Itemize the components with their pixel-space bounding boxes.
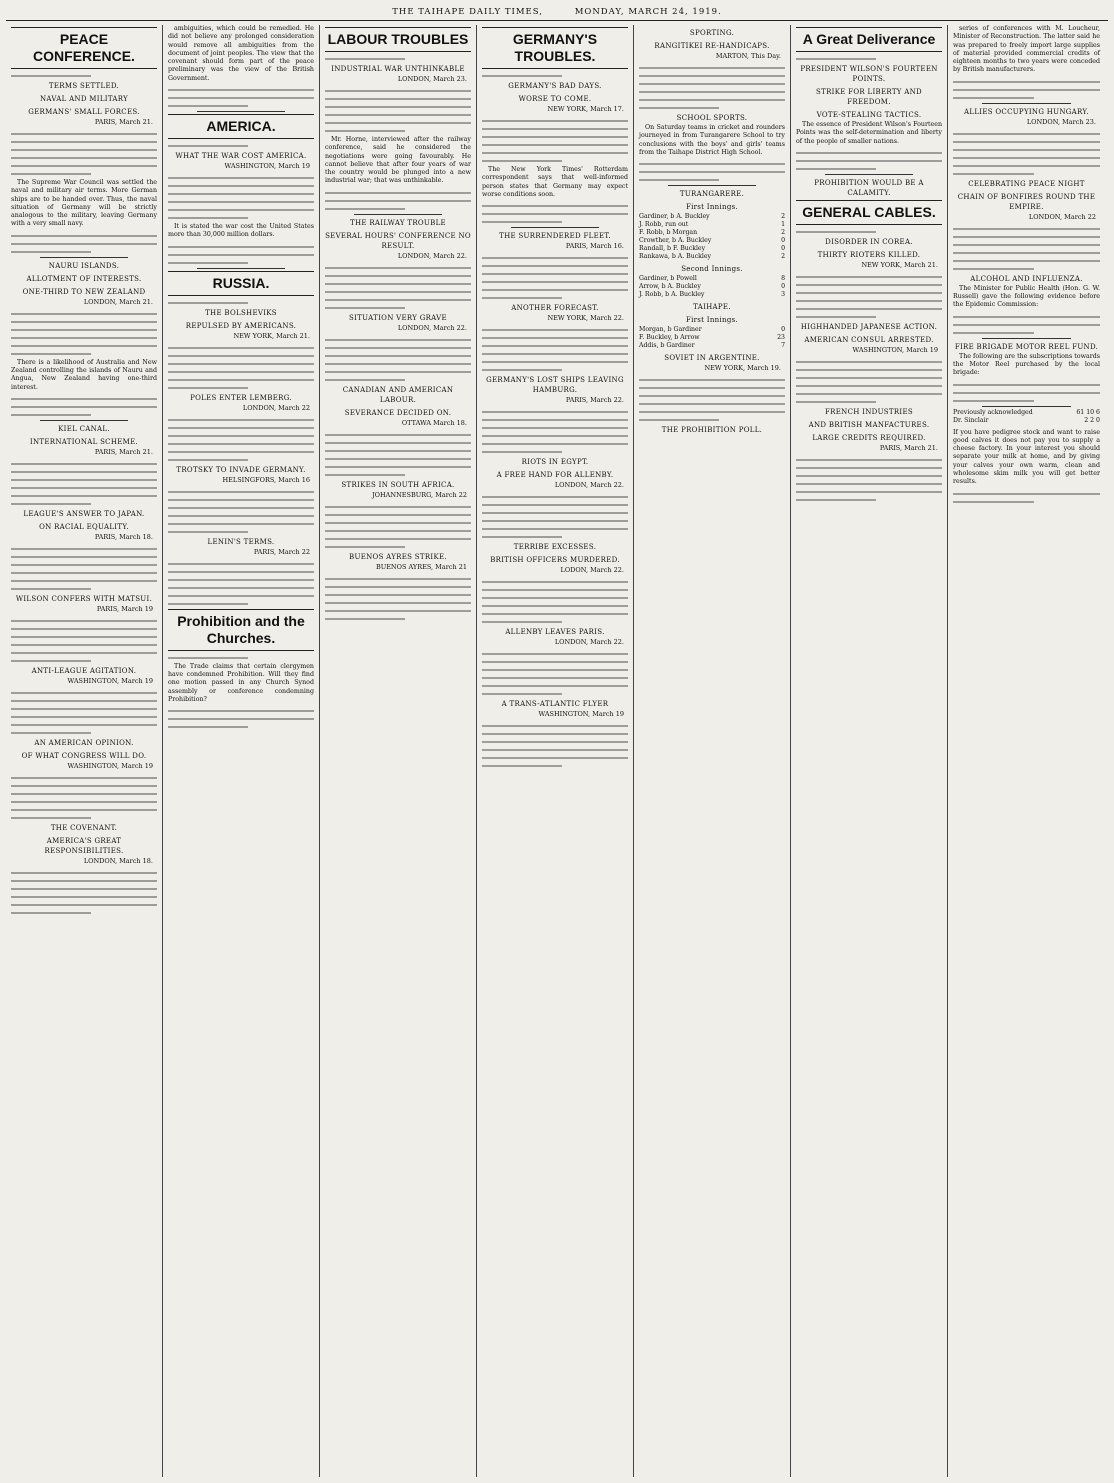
article-dateline: NEW YORK, March 21. (233, 331, 310, 340)
article-dateline: PARIS, March 18. (94, 532, 153, 541)
section-divider (668, 185, 756, 186)
article-subheadline: RIOTS IN EGYPT. (521, 458, 589, 467)
article-subheadline: AMERICA'S GREAT RESPONSIBILITIES. (44, 836, 124, 855)
score-row (639, 342, 785, 350)
article-dateline: LONDON, March 22 (242, 403, 310, 412)
article-headline: Prohibition and the Churches. (168, 609, 314, 651)
article-dateline: PARIS, March 21. (94, 118, 153, 126)
article-subheadline: WORSE TO COME. (518, 95, 592, 103)
score-row (639, 275, 785, 283)
article-subheadline: ALCOHOL AND INFLUENZA. (970, 274, 1083, 283)
article-headline: LABOUR TROUBLES (325, 27, 471, 52)
article-subheadline: FIRE BRIGADE MOTOR REEL FUND. (954, 342, 1099, 351)
article-subheadline: NAURU ISLANDS. (48, 261, 120, 270)
article-subheadline: WILSON CONFERS WITH MATSUI. (15, 594, 153, 603)
article-subheadline: SITUATION VERY GRAVE (349, 313, 447, 322)
illegible-text-placeholder (953, 228, 1100, 270)
article-dateline: NEW YORK, March 21. (861, 260, 938, 269)
score-value: 61 10 6 (1076, 408, 1100, 416)
article-subheadline: THE PROHIBITION POLL. (661, 426, 763, 435)
column-3 (320, 25, 477, 1477)
article-subheadline: DISORDER IN COREA. (825, 237, 913, 246)
illegible-text-placeholder (168, 491, 314, 533)
illegible-text-placeholder (796, 276, 942, 318)
score-value: 0 (781, 326, 785, 334)
article-headline: AMERICA. (168, 114, 314, 139)
article-subheadline: TURANGARERE. (679, 190, 745, 199)
paper-name: THE TAIHAPE DAILY TIMES, (392, 7, 543, 17)
issue-date: MONDAY, MARCH 24, 1919. (574, 7, 722, 17)
article-subheadline: THE SURRENDERED FLEET. (499, 232, 611, 241)
article-body: The Minister for Public Health (Hon. G. W. Russell) gave the following evidence before the Epidemic Commission: (953, 284, 1100, 309)
illegible-text-placeholder (482, 653, 628, 695)
article-subheadline: SOVIET IN ARGENTINE. (664, 354, 760, 363)
article-body: Mr. Horne, interviewed after the railway conference, said he considered the negotiations were going favourably. He cannot believe that after four years of war the country would be plunged into a new industrial war; that was unthinkable. (325, 136, 471, 185)
article-subheadline: ALLENBY LEAVES PARIS. (505, 628, 605, 637)
score-row (953, 417, 1100, 425)
article-dateline: NEW YORK, March 17. (547, 105, 624, 113)
article-columns (6, 25, 1108, 1477)
article-subheadline: TROTSKY TO INVADE GERMANY. (176, 465, 306, 474)
score-value: 1 (781, 221, 785, 229)
section-divider (511, 227, 599, 228)
article-dateline: LONDON, March 22. (397, 251, 467, 260)
score-value: 2 (781, 229, 785, 237)
article-subheadline: First Innings. (685, 316, 739, 325)
illegible-text-placeholder (11, 313, 157, 355)
illegible-text-placeholder (325, 267, 471, 309)
illegible-text-placeholder (482, 581, 628, 623)
article-dateline: PARIS, March 22. (565, 396, 624, 405)
article-dateline: LONDON, March 18. (83, 856, 153, 865)
illegible-text-placeholder (325, 58, 471, 60)
article-headline: A Great Deliverance (796, 27, 942, 52)
score-value: 0 (781, 245, 785, 253)
article-subheadline: STRIKE FOR LIBERTY AND FREEDOM. (816, 88, 922, 106)
column-2 (163, 25, 320, 1477)
article-dateline: LONDON, March 21. (83, 297, 153, 306)
article-subheadline: TERRIBE EXCESSES. (513, 543, 597, 552)
section-divider (982, 338, 1070, 339)
score-value: 0 (781, 283, 785, 291)
article-body: ambiguities, which could be remedied. He did not believe any prolonged consideration would remove all ambiguities from the document of joint peoples. The view that the covenant should form part of the peace preliminary was the view of the British Government. (168, 25, 314, 82)
article-subheadline: TERMS SETTLED. (48, 82, 120, 90)
illegible-text-placeholder (796, 361, 942, 403)
article-dateline: WASHINGTON, March 19 (538, 710, 624, 719)
illegible-text-placeholder (168, 89, 314, 107)
article-subheadline: FRENCH INDUSTRIES (825, 407, 913, 416)
article-dateline: JOHANNESBURG, March 22 (372, 490, 467, 499)
illegible-text-placeholder (639, 379, 785, 421)
article-dateline: LONDON, March 22. (397, 323, 467, 332)
article-subheadline: THE COVENANT. (50, 823, 118, 832)
score-name: J. Robb, b A. Buckley (639, 291, 705, 299)
illegible-text-placeholder (168, 246, 314, 264)
article-subheadline: Second Innings. (681, 265, 743, 274)
article-headline: GERMANY'S TROUBLES. (482, 27, 628, 69)
illegible-text-placeholder (11, 548, 157, 590)
illegible-text-placeholder (796, 231, 942, 233)
article-body: It is stated the war cost the United States more than 30,000 million dollars. (168, 223, 314, 239)
article-dateline: NEW YORK, March 19. (704, 364, 781, 373)
article-body: On Saturday teams in cricket and rounders journeyed in from Turangarere School to try conclusions with the boys' and girls' teams from the Taihape District High School. (639, 124, 785, 156)
score-row (639, 326, 785, 334)
article-subheadline: SCHOOL SPORTS. (676, 114, 748, 122)
article-headline: GENERAL CABLES. (796, 200, 942, 225)
article-subheadline: LARGE CREDITS REQUIRED. (812, 433, 926, 442)
article-subheadline: A TRANS-ATLANTIC FLYER (501, 700, 609, 709)
article-dateline: LONDON, March 23. (397, 75, 467, 83)
score-name: Gardiner, b A. Buckley (639, 213, 710, 221)
score-row (639, 283, 785, 291)
article-dateline: OTTAWA March 18. (401, 418, 467, 427)
article-subheadline: AND BRITISH MANFACTURES. (808, 420, 930, 429)
article-subheadline: INTERNATIONAL SCHEME. (29, 437, 139, 446)
illegible-text-placeholder (11, 235, 157, 253)
illegible-text-placeholder (796, 152, 942, 170)
score-name: Arrow, b A. Buckley (639, 283, 701, 291)
article-body: The New York Times' Rotterdam correspondent says that well-informed person states that Germany may expect worse conditions soon. (482, 166, 628, 198)
illegible-text-placeholder (482, 257, 628, 299)
score-row (953, 409, 1100, 417)
score-row (639, 237, 785, 245)
article-subheadline: ALLIES OCCUPYING HUNGARY. (964, 107, 1089, 116)
article-subheadline: TAIHAPE. (693, 303, 731, 312)
score-value: 2 2 0 (1084, 416, 1100, 424)
article-dateline: LONDON, March 22. (554, 481, 624, 490)
score-name: F. Buckley, b Arrow (639, 334, 700, 342)
article-subheadline: INDUSTRIAL WAR UNTHINKABLE (331, 65, 465, 73)
section-divider (197, 111, 285, 112)
illegible-text-placeholder (11, 872, 157, 914)
article-headline: PEACE CONFERENCE. (11, 27, 157, 69)
illegible-text-placeholder (168, 657, 314, 659)
article-dateline: NEW YORK, March 22. (547, 314, 624, 323)
score-name: J. Robb, run out (639, 221, 689, 229)
illegible-text-placeholder (325, 506, 471, 548)
score-name: Randall, b F. Buckley (639, 245, 706, 253)
illegible-text-placeholder (11, 133, 157, 175)
article-subheadline: AMERICAN CONSUL ARRESTED. (804, 335, 934, 344)
article-dateline: MARTON, This Day. (715, 52, 781, 60)
section-divider (982, 406, 1070, 407)
article-dateline: WASHINGTON, March 19 (67, 676, 153, 685)
article-dateline: WASHINGTON, March 19 (67, 761, 153, 770)
article-subheadline: ANOTHER FORECAST. (511, 304, 599, 313)
section-divider (197, 268, 285, 269)
article-body: There is a likelihood of Australia and New Zealand controlling the islands of Nauru and Angua, New Zealand having one-third interest. (11, 358, 157, 391)
article-dateline: LONDON, March 22 (1028, 212, 1096, 221)
illegible-text-placeholder (482, 725, 628, 767)
illegible-text-placeholder (325, 434, 471, 476)
illegible-text-placeholder (168, 563, 314, 605)
score-row (639, 221, 785, 229)
article-dateline: PARIS, March 19 (96, 604, 153, 613)
illegible-text-placeholder (796, 459, 942, 501)
section-divider (354, 214, 442, 215)
article-subheadline: NAVAL AND MILITARY (39, 95, 129, 103)
illegible-text-placeholder (325, 578, 471, 620)
score-row (639, 291, 785, 299)
advertisement-text: If you have pedigree stock and want to raise good calves it does not pay you to supply a cheese factory. In your interest you should separate your milk at home, and by giving your calves your own warm, clean and wholesome skim milk you will get better results. (953, 428, 1100, 486)
article-subheadline: BUENOS AYRES STRIKE. (349, 552, 447, 561)
article-subheadline: LENIN'S TERMS. (207, 537, 275, 546)
article-body: The Supreme War Council was settled the naval and military air terms. More German ships are to be handed over. Thus, the naval situation of Germany will be strictly analogous to the military, leaving Germany with a very small navy. (11, 179, 157, 228)
score-name: Rankawa, b A. Buckley (639, 253, 712, 261)
article-subheadline: KIEL CANAL. (58, 424, 110, 433)
score-name: Addis, b Gardiner (639, 342, 695, 350)
illegible-text-placeholder (953, 384, 1100, 402)
article-subheadline: POLES ENTER LEMBERG. (190, 393, 292, 402)
illegible-text-placeholder (482, 75, 628, 77)
score-name: F. Robb, b Morgan (639, 229, 698, 237)
article-subheadline: SEVERANCE DECIDED ON. (344, 408, 452, 417)
illegible-text-placeholder (168, 419, 314, 461)
article-subheadline: ANTI-LEAGUE AGITATION. (31, 666, 137, 675)
score-row (639, 253, 785, 261)
article-subheadline: GERMANS' SMALL FORCES. (28, 108, 140, 116)
column-7 (948, 25, 1105, 1477)
article-subheadline: VOTE-STEALING TACTICS. (816, 111, 922, 119)
illegible-text-placeholder (11, 692, 157, 734)
section-divider (982, 103, 1070, 104)
illegible-text-placeholder (168, 177, 314, 219)
article-subheadline: AN AMERICAN OPINION. (34, 738, 134, 747)
article-subheadline: PRESIDENT WILSON'S FOURTEEN POINTS. (800, 65, 938, 83)
column-4 (477, 25, 634, 1477)
column-1 (6, 25, 163, 1477)
article-subheadline: SEVERAL HOURS' CONFERENCE NO RESULT. (325, 231, 471, 250)
section-divider (40, 420, 128, 421)
illegible-text-placeholder (325, 90, 471, 132)
article-dateline: LODON, March 22. (560, 566, 624, 575)
score-name: Dr. Sinclair (953, 416, 989, 424)
score-name: Previously acknowledged (953, 408, 1033, 416)
article-subheadline: A FREE HAND FOR ALLENBY. (496, 471, 614, 480)
illegible-text-placeholder (482, 411, 628, 453)
article-subheadline: CHAIN OF BONFIRES ROUND THE EMPIRE. (957, 192, 1096, 211)
article-dateline: BUENOS AYRES, March 21 (375, 562, 467, 571)
illegible-text-placeholder (168, 347, 314, 389)
article-subheadline: BRITISH OFFICERS MURDERED. (490, 556, 620, 565)
illegible-text-placeholder (11, 398, 157, 416)
article-subheadline: RANGITIKEI RE-HANDICAPS. (654, 42, 770, 50)
article-body: The following are the subscriptions towards the Motor Reel purchased by the local brigade: (953, 352, 1100, 377)
article-subheadline: ON RACIAL EQUALITY. (39, 522, 129, 531)
illegible-text-placeholder (482, 120, 628, 162)
article-subheadline: THE BOLSHEVIKS (205, 308, 277, 317)
article-subheadline: LEAGUE'S ANSWER TO JAPAN. (23, 509, 145, 518)
score-value: 0 (781, 237, 785, 245)
article-dateline: WASHINGTON, March 19 (852, 345, 938, 354)
illegible-text-placeholder (11, 620, 157, 662)
article-dateline: PARIS, March 16. (565, 242, 624, 251)
article-dateline: PARIS, March 21. (879, 443, 938, 452)
illegible-text-placeholder (168, 710, 314, 728)
article-body: The essence of President Wilson's Fourteen Points was the self-determination and liberty of the people of smaller nations. (796, 121, 942, 145)
illegible-text-placeholder (953, 81, 1100, 99)
score-name: Morgan, b Gardiner (639, 326, 702, 334)
illegible-text-placeholder (168, 302, 314, 304)
score-name: Crowther, b A. Buckley (639, 237, 712, 245)
illegible-text-placeholder (11, 463, 157, 505)
article-headline: RUSSIA. (168, 271, 314, 296)
section-divider (40, 257, 128, 258)
score-value: 2 (781, 253, 785, 261)
article-subheadline: SPORTING. (689, 29, 735, 37)
article-subheadline: WHAT THE WAR COST AMERICA. (175, 152, 307, 161)
score-row (639, 213, 785, 221)
illegible-text-placeholder (953, 133, 1100, 175)
article-subheadline: REPULSED BY AMERICANS. (185, 321, 297, 330)
article-subheadline: CELEBRATING PEACE NIGHT (968, 179, 1085, 188)
article-subheadline: GERMANY'S LOST SHIPS LEAVING HAMBURG. (486, 376, 624, 395)
article-subheadline: THE RAILWAY TROUBLE (350, 218, 446, 227)
score-row (639, 229, 785, 237)
section-divider (825, 174, 913, 175)
illegible-text-placeholder (482, 205, 628, 223)
illegible-text-placeholder (639, 163, 785, 181)
article-subheadline: HIGHHANDED JAPANESE ACTION. (800, 322, 938, 331)
score-name: Gardiner, b Powell (639, 275, 697, 283)
article-dateline: PARIS, March 22 (253, 547, 310, 556)
score-row (639, 245, 785, 253)
score-value: 7 (781, 342, 785, 350)
illegible-text-placeholder (639, 67, 785, 109)
article-subheadline: OF WHAT CONGRESS WILL DO. (21, 751, 147, 760)
article-subheadline: STRIKES IN SOUTH AFRICA. (341, 480, 455, 489)
illegible-text-placeholder (11, 777, 157, 819)
illegible-text-placeholder (325, 339, 471, 381)
score-value: 3 (781, 291, 785, 299)
illegible-text-placeholder (168, 145, 314, 147)
illegible-text-placeholder (482, 496, 628, 538)
article-subheadline: GERMANY'S BAD DAYS. (508, 82, 602, 90)
column-5 (634, 25, 791, 1477)
score-row (639, 334, 785, 342)
illegible-text-placeholder (482, 329, 628, 371)
illegible-text-placeholder (325, 192, 471, 210)
article-subheadline: ALLOTMENT OF INTERESTS. (26, 274, 142, 283)
article-dateline: PARIS, March 21. (94, 447, 153, 456)
article-dateline: LONDON, March 22. (554, 638, 624, 647)
score-value: 8 (781, 275, 785, 283)
illegible-text-placeholder (11, 75, 157, 77)
article-dateline: LONDON, March 23. (1026, 117, 1096, 126)
article-subheadline: CANADIAN AND AMERICAN LABOUR. (342, 385, 454, 404)
illegible-text-placeholder (796, 58, 942, 60)
article-subheadline: PROHIBITION WOULD BE A CALAMITY. (814, 178, 924, 197)
score-value: 23 (777, 334, 785, 342)
masthead (6, 4, 1108, 21)
article-subheadline: First Innings. (685, 203, 739, 212)
article-body: series of conferences with M. Loucheur, Minister of Reconstruction. The latter said he was prepared to freely import large supplies of material provided commercial credits of eighteen months to two years were conceded by British manufacturers. (953, 25, 1100, 74)
column-6 (791, 25, 948, 1477)
article-body: The Trade claims that certain clergymen have condemned Prohibition. Will they find one motion passed in any Church Synod assembly or conference condemning Prohibition? (168, 662, 314, 703)
illegible-text-placeholder (953, 493, 1100, 503)
article-dateline: WASHINGTON, March 19 (224, 162, 310, 171)
article-subheadline: THIRTY RIOTERS KILLED. (817, 250, 921, 259)
article-dateline: HELSINGFORS, March 16 (222, 475, 310, 484)
illegible-text-placeholder (953, 316, 1100, 334)
article-subheadline: ONE-THIRD TO NEW ZEALAND (22, 287, 146, 296)
score-value: 2 (781, 213, 785, 221)
